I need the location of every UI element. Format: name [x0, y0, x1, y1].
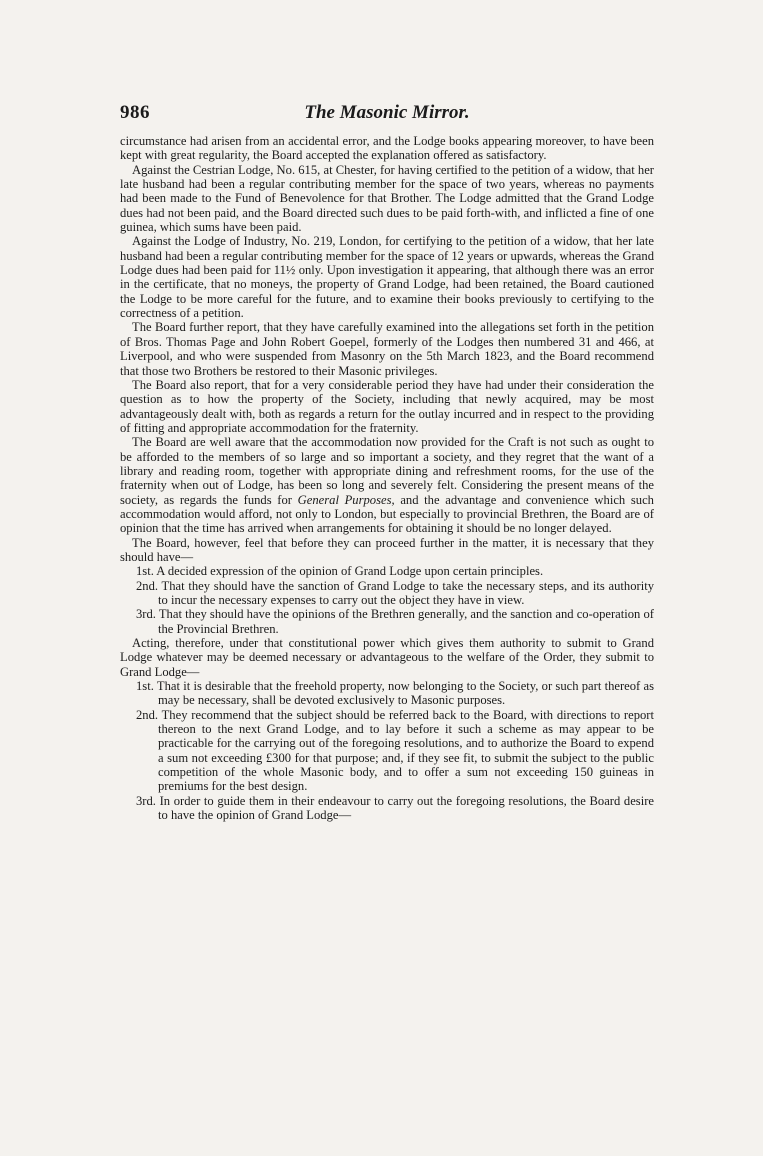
list-two-item: 3rd. In order to guide them in their endeavour to carry out the foregoing resolutions, the Board desire to have the opinion of Grand Lodge— [136, 793, 654, 823]
page-header [120, 102, 654, 128]
paragraph-continuation: circumstance had arisen from an accidental error, and the Lodge books appearing moreover, to have been kept with great regularity, the Board accepted the explanation offered as satisfactory. [120, 134, 654, 163]
paragraph-acting: Acting, therefore, under that constitutional power which gives them authority to submit to Grand Lodge whatever may be deemed necessary or advantageous to the welfare of the Order, they submit to Grand Lodge— [120, 636, 654, 679]
running-title: The Masonic Mirror. [304, 102, 470, 123]
paragraph-proceed-further: The Board, however, feel that before they can proceed further in the matter, it is necessary that they should have— [120, 535, 654, 564]
paragraph-cestrian-lodge: Against the Cestrian Lodge, No. 615, at Chester, for having certified to the petition of a widow, that her late husband had been a regular contributing member for the space of two years, whereas no payments had been made to the Fund of Benevolence for that Brother. The Lodge admitted that the Grand Lodge dues had not been paid, and the Board directed such dues to be paid forth-with, and inflicted a fine of one guinea, which sums have been paid. [120, 162, 654, 235]
list-two-item: 2nd. They recommend that the subject should be referred back to the Board, with directions to report thereon to the next Grand Lodge, and to lay before it such a scheme as may appear to be practicable for the carrying out of the foregoing resolutions, and to authorize the Board to expend a sum not exceeding £300 for that purpose; and, if they see fit, to submit the subject to the public competition of the whole Masonic body, and to offer a sum not exceeding 150 guineas in premiums for the best design. [136, 707, 654, 794]
general-purposes-emphasis: General Purposes, [297, 492, 395, 507]
list-one-item: 2nd. That they should have the sanction of Grand Lodge to take the necessary steps, and its authority to incur the necessary expenses to carry out the object they have in view. [136, 578, 654, 607]
paragraph-petition-page-goepel: The Board further report, that they have carefully examined into the allegations set forth in the petition of Bros. Thomas Page and John Robert Goepel, formerly of the Lodges then numbered 31 and 466, at Liverpool, and who were suspended from Masonry on the 5th March 1823, and the Board recommend that those two Brothers be restored to their Masonic privileges. [120, 320, 654, 378]
accommodation-text-before: The Board are well aware that the accommodation now provided for the Craft is not such as ought to be afforded to the members of so large and so important a society, and they regret that the want of a library and reading room, together with appropriate dining and refreshment rooms, for the use of the fraternity when out of Lodge, has been so long and severely felt. Considering the present means of the society, as regards the funds for [120, 435, 654, 507]
paragraph-lodge-of-industry: Against the Lodge of Industry, No. 219, London, for certifying to the petition of a widow, that her late husband had been a regular contributing member for the space of 12 years or upwards, whereas the Grand Lodge dues had been paid for 11½ only. Upon investigation it appearing, that although there was an error in the certificate, that no moneys, the property of Grand Lodge, had been retained, the Board cautioned the Lodge to be more careful for the future, and to examine their books previously to certifying to the correctness of a petition. [120, 234, 654, 321]
page-number: 986 [120, 102, 150, 123]
list-two-item: 1st. That it is desirable that the freehold property, now belonging to the Society, or such part thereof as may be necessary, shall be devoted exclusively to Masonic purposes. [136, 679, 654, 708]
list-one-item: 1st. A decided expression of the opinion of Grand Lodge upon certain principles. [136, 564, 544, 579]
paragraph-property-question: The Board also report, that for a very considerable period they have had under their consideration the question as to how the property of the Society, including that newly acquired, may be most advantageously dealt with, both as regards a return for the outlay incurred and in respect to the providing of fitting and appropriate accommodation for the fraternity. [120, 377, 654, 435]
accommodation-text-after: and the advantage and convenience which such accommodation would afford, not only to London, but especially to provincial Brethren, the Board are of opinion that the time has arrived when arrangements for obtaining it should be no longer delayed. [120, 492, 654, 536]
paragraph-accommodation [120, 435, 654, 535]
body-text [120, 134, 654, 823]
list-one-item: 3rd. That they should have the opinions of the Brethren generally, and the sanction and co-operation of the Provincial Brethren. [136, 607, 654, 636]
